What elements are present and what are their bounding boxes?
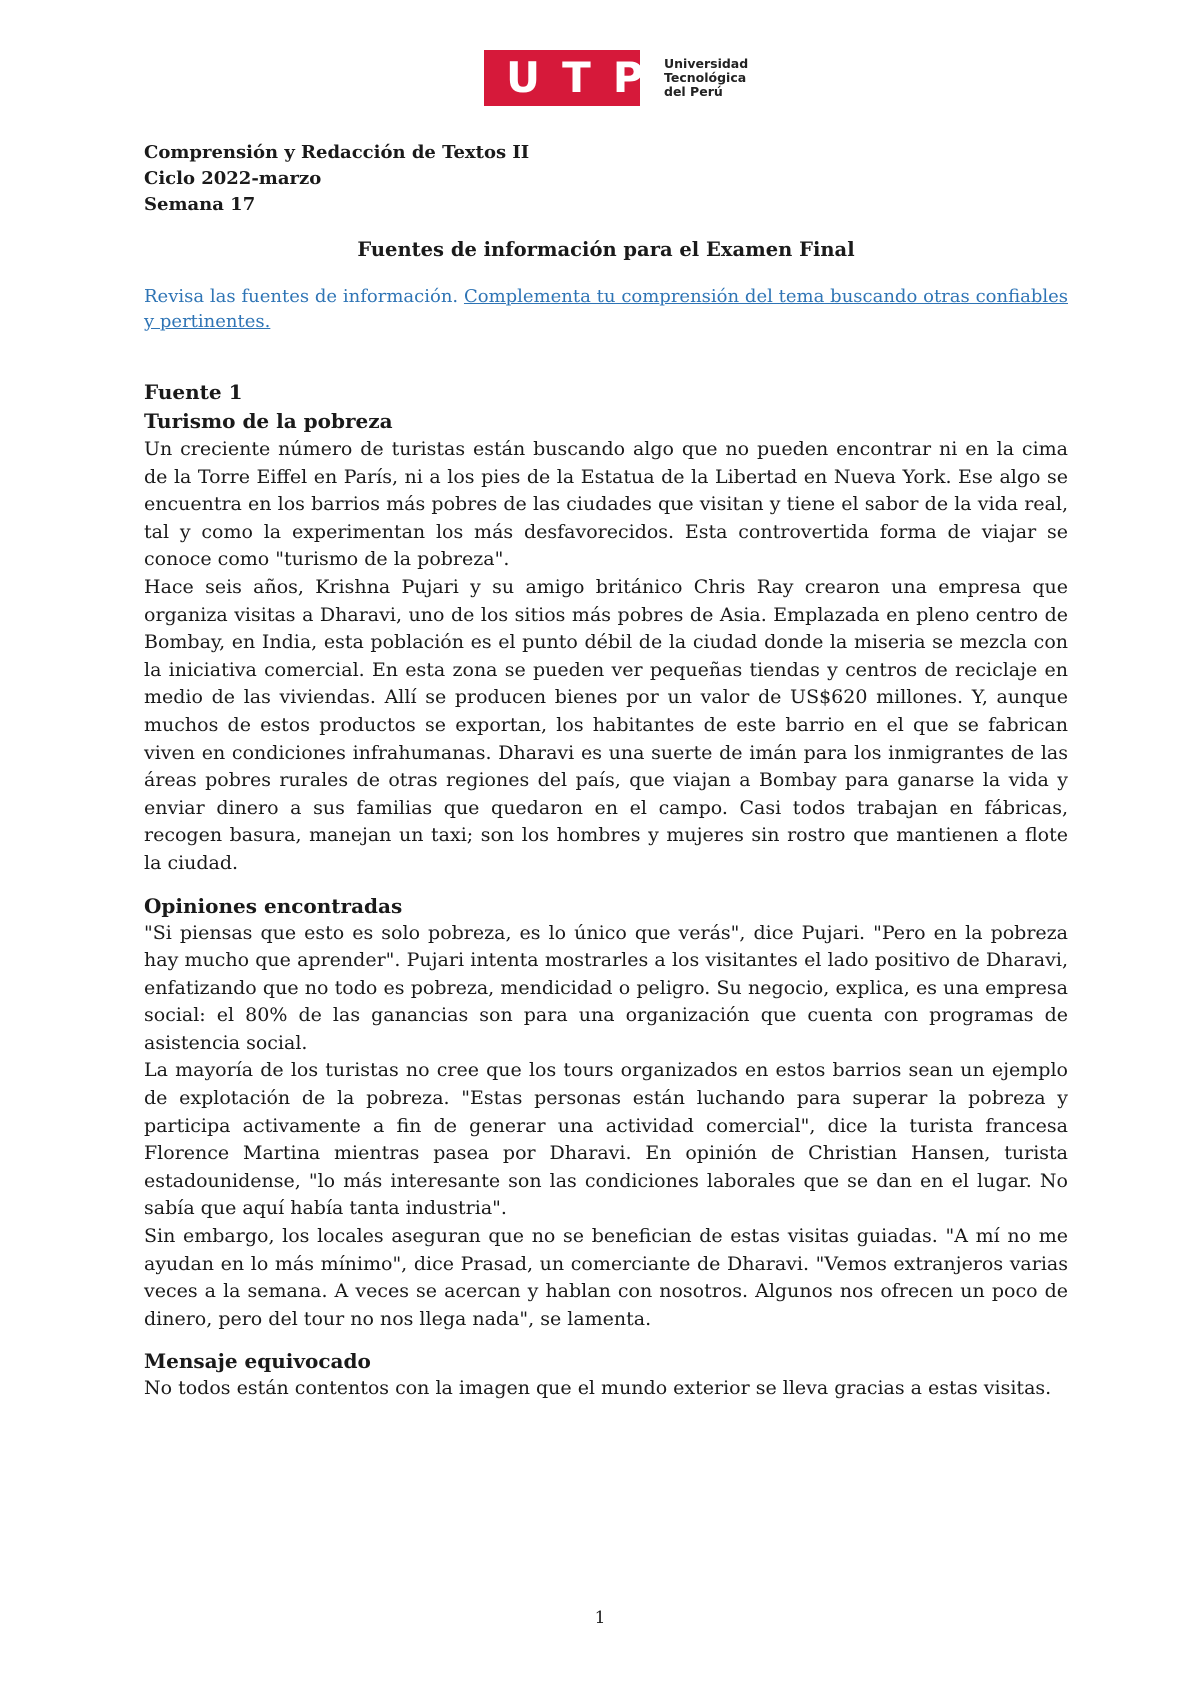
section-heading-mensaje: Mensaje equivocado bbox=[144, 1349, 371, 1374]
logo-name-line1: Universidad bbox=[664, 56, 749, 71]
course-cycle: Ciclo 2022-marzo bbox=[144, 168, 322, 189]
paragraph: Sin embargo, los locales aseguran que no se benefician de estas visitas guiadas. "A mí no me ayudan en lo más mínimo", dice Prasad, un comerciante de Dharavi. "Vemos extranjeros varias veces a la semana. A veces se acercan y hablan con nosotros. Algunos nos ofrecen un poco de dinero, pero del tour no nos llega nada", se lamenta. bbox=[144, 1225, 1068, 1330]
course-week: Semana 17 bbox=[144, 194, 256, 215]
document-content bbox=[144, 140, 1068, 1403]
instruction-link[interactable]: Complementa tu comprensión del tema buscando otras confiables y pertinentes. bbox=[144, 286, 1068, 332]
paragraph: Hace seis años, Krishna Pujari y su amigo británico Chris Ray crearon una empresa que organiza visitas a Dharavi, uno de los sitios más pobres de Asia. Emplazada en pleno centro de Bombay, en India, esta población es el punto débil de la ciudad donde la miseria se mezcla con la iniciativa comercial. En esta zona se pueden ver pequeñas tiendas y centros de reciclaje en medio de las viviendas. Allí se producen bienes por un valor de US$620 millones. Y, aunque muchos de estos productos se exportan, los habitantes de este barrio en el que se fabrican viven en condiciones infrahumanas. Dharavi es una suerte de imán para los inmigrantes de las áreas pobres rurales de otras regiones del país, que viajan a Bombay para ganarse la vida y enviar dinero a sus familias que quedaron en el campo. Casi todos trabajan en fábricas, recogen basura, manejan un taxi; son los hombres y mujeres sin rostro que mantienen a flote la ciudad. bbox=[144, 575, 1068, 874]
source-label: Fuente 1 bbox=[144, 380, 243, 404]
page-number: 1 bbox=[594, 1608, 606, 1628]
course-info bbox=[144, 140, 1068, 218]
utp-logo-mark bbox=[484, 50, 666, 106]
logo-name-line3: del Perú bbox=[664, 84, 723, 99]
paragraph: Un creciente número de turistas están buscando algo que no pueden encontrar ni en la cima de la Torre Eiffel en París, ni a los pies de la Estatua de la Libertad en Nueva York. Ese algo se encuentra en los barrios más pobres de las ciudades que visitan y tiene el sabor de la vida real, tal y como la experimentan los más desfavorecidos. Esta controvertida forma de viajar se conoce como "turismo de la pobreza". bbox=[144, 438, 1068, 571]
instruction-plain: Revisa las fuentes de información. bbox=[144, 286, 464, 307]
paragraph: "Si piensas que esto es solo pobreza, es lo único que verás", dice Pujari. "Pero en la pobreza hay mucho que aprender". Pujari intenta mostrarles a los visitantes el lado positivo de Dharavi, enfatizando que no todo es pobreza, mendicidad o peligro. Su negocio, explica, es una empresa social: el 80% de las ganancias son para una organización que cuenta con programas de asistencia social. bbox=[144, 921, 1068, 1054]
source-title: Turismo de la pobreza bbox=[144, 409, 393, 433]
paragraph: La mayoría de los turistas no cree que los tours organizados en estos barrios sean un ejemplo de explotación de la pobreza. "Estas personas están luchando para superar la pobreza y participa activamente a fin de generar una actividad comercial", dice la turista francesa Florence Martina mientras pasea por Dharavi. En opinión de Christian Hansen, turista estadounidense, "lo más interesante son las condiciones laborales que se dan en el lugar. No sabía que aquí había tanta industria". bbox=[144, 1059, 1068, 1220]
utp-logo bbox=[484, 50, 748, 106]
instruction-text bbox=[144, 284, 1068, 334]
document-title: Fuentes de información para el Examen Final bbox=[357, 238, 855, 261]
logo-name-line2: Tecnológica bbox=[664, 70, 747, 85]
utp-logo-letters: UTP bbox=[506, 53, 666, 102]
paragraph: No todos están contentos con la imagen que el mundo exterior se lleva gracias a estas visitas. bbox=[144, 1377, 1052, 1400]
section-heading-opiniones: Opiniones encontradas bbox=[144, 893, 403, 918]
utp-logo-text bbox=[664, 57, 748, 99]
course-name: Comprensión y Redacción de Textos II bbox=[144, 142, 530, 163]
